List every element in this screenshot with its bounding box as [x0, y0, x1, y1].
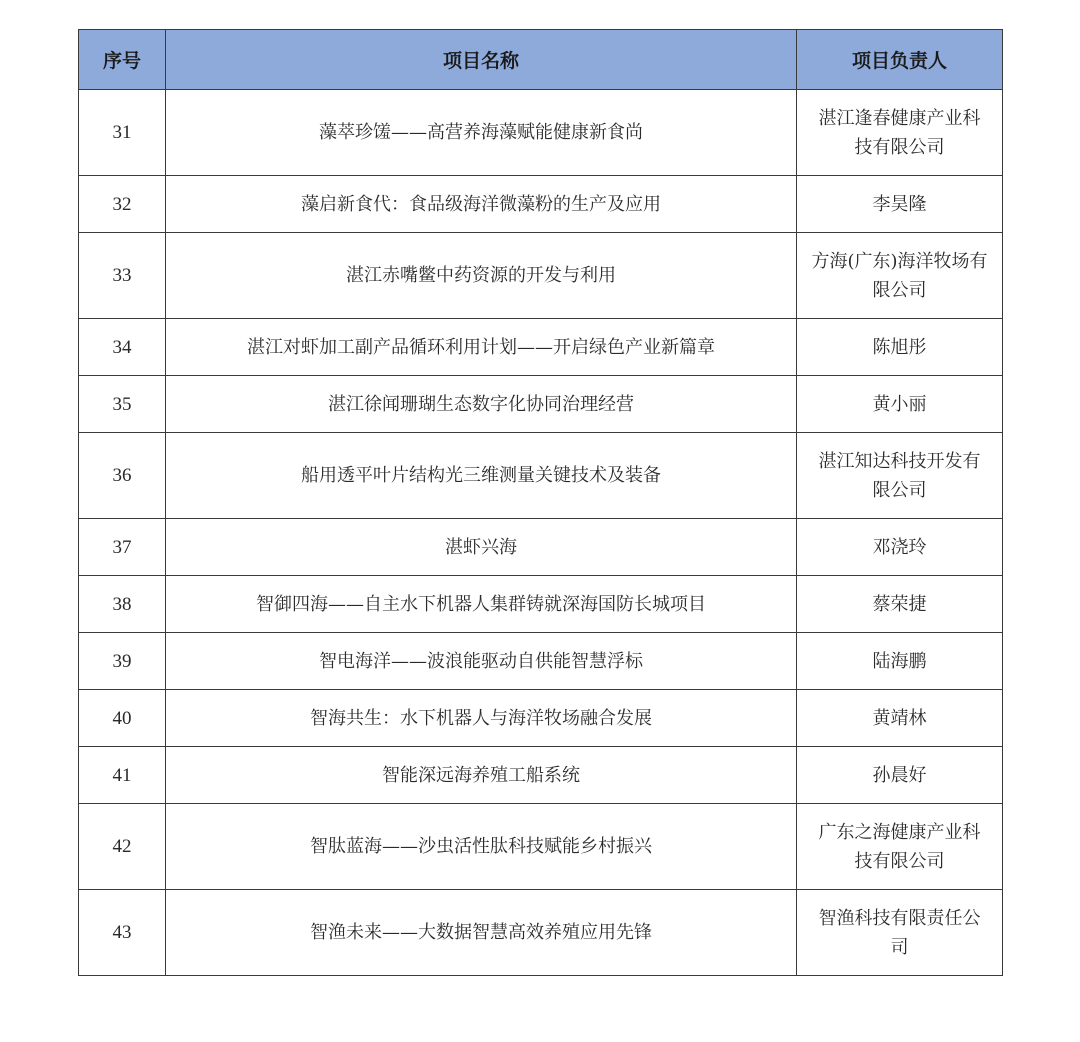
- header-project-owner: 项目负责人: [797, 30, 1003, 90]
- row-project-name: 智御四海——自主水下机器人集群铸就深海国防长城项目: [166, 576, 797, 633]
- row-project-name: 湛江徐闻珊瑚生态数字化协同治理经营: [166, 376, 797, 433]
- row-project-owner: 孙晨好: [797, 747, 1003, 804]
- row-project-owner: 湛江逢春健康产业科技有限公司: [797, 90, 1003, 176]
- row-project-owner: 湛江知达科技开发有限公司: [797, 433, 1003, 519]
- row-project-owner: 黄靖林: [797, 690, 1003, 747]
- table-row: [79, 319, 1003, 376]
- row-index: 31: [79, 90, 166, 176]
- table-row: [79, 176, 1003, 233]
- table-row: [79, 233, 1003, 319]
- row-project-owner: 李昊隆: [797, 176, 1003, 233]
- row-index: 38: [79, 576, 166, 633]
- table-row: [79, 376, 1003, 433]
- table-row: [79, 690, 1003, 747]
- table-row: [79, 90, 1003, 176]
- table-row: [79, 433, 1003, 519]
- row-project-name: 智渔未来——大数据智慧高效养殖应用先锋: [166, 890, 797, 976]
- row-index: 40: [79, 690, 166, 747]
- row-project-name: 藻萃珍馐——高营养海藻赋能健康新食尚: [166, 90, 797, 176]
- table-header-row: [79, 30, 1003, 90]
- row-project-owner: 方海(广东)海洋牧场有限公司: [797, 233, 1003, 319]
- row-project-name: 智能深远海养殖工船系统: [166, 747, 797, 804]
- table-row: [79, 890, 1003, 976]
- row-index: 41: [79, 747, 166, 804]
- row-index: 37: [79, 519, 166, 576]
- header-index: 序号: [79, 30, 166, 90]
- row-project-name: 智海共生：水下机器人与海洋牧场融合发展: [166, 690, 797, 747]
- table-row: [79, 804, 1003, 890]
- table-row: [79, 747, 1003, 804]
- row-index: 33: [79, 233, 166, 319]
- row-project-owner: 蔡荣捷: [797, 576, 1003, 633]
- row-project-owner: 智渔科技有限责任公司: [797, 890, 1003, 976]
- table-row: [79, 519, 1003, 576]
- row-index: 43: [79, 890, 166, 976]
- row-index: 35: [79, 376, 166, 433]
- header-project-name: 项目名称: [166, 30, 797, 90]
- row-project-owner: 广东之海健康产业科技有限公司: [797, 804, 1003, 890]
- row-project-owner: 陆海鹏: [797, 633, 1003, 690]
- row-index: 42: [79, 804, 166, 890]
- row-index: 32: [79, 176, 166, 233]
- row-project-name: 智肽蓝海——沙虫活性肽科技赋能乡村振兴: [166, 804, 797, 890]
- project-table-container: [78, 29, 1002, 976]
- row-project-name: 湛江赤嘴鳖中药资源的开发与利用: [166, 233, 797, 319]
- row-index: 39: [79, 633, 166, 690]
- row-project-name: 船用透平叶片结构光三维测量关键技术及装备: [166, 433, 797, 519]
- row-project-owner: 陈旭彤: [797, 319, 1003, 376]
- row-project-name: 藻启新食代：食品级海洋微藻粉的生产及应用: [166, 176, 797, 233]
- row-index: 34: [79, 319, 166, 376]
- project-table: [78, 29, 1003, 976]
- row-project-owner: 邓浇玲: [797, 519, 1003, 576]
- row-project-name: 湛江对虾加工副产品循环利用计划——开启绿色产业新篇章: [166, 319, 797, 376]
- row-project-owner: 黄小丽: [797, 376, 1003, 433]
- table-row: [79, 576, 1003, 633]
- row-project-name: 智电海洋——波浪能驱动自供能智慧浮标: [166, 633, 797, 690]
- table-row: [79, 633, 1003, 690]
- row-project-name: 湛虾兴海: [166, 519, 797, 576]
- row-index: 36: [79, 433, 166, 519]
